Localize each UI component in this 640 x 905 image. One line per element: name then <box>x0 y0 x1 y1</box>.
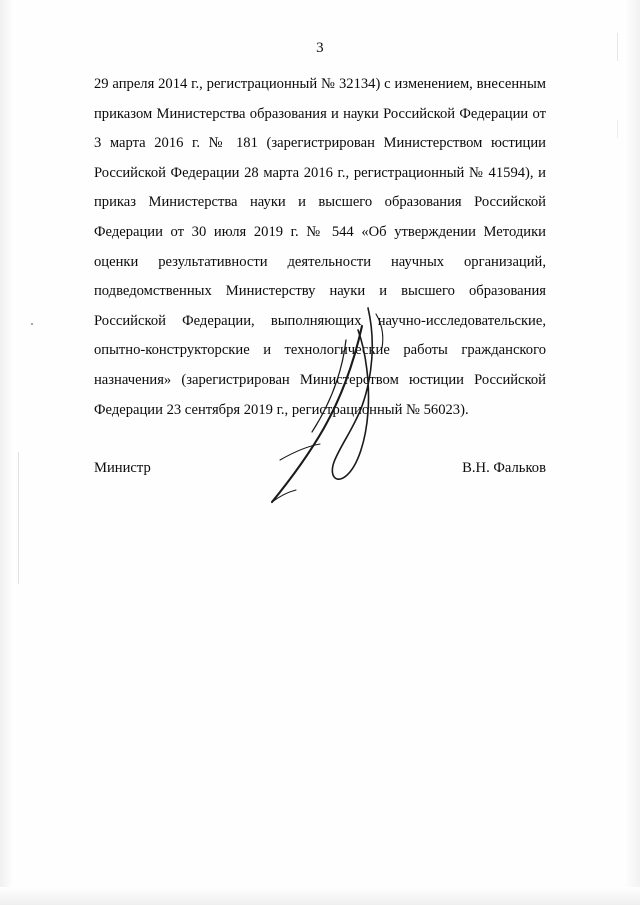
signatory-name: В.Н. Фальков <box>462 460 546 476</box>
scan-artifact-dot <box>31 323 33 325</box>
scan-edge-right <box>624 0 640 905</box>
body-text <box>94 70 546 425</box>
scan-artifact-line <box>18 452 19 584</box>
scan-edge-bottom <box>0 887 640 905</box>
body-paragraph: 29 апреля 2014 г., регистрационный № 32134) с изменением, внесенным приказом Министерства образования и науки Российской Федерации от 3 марта 2016 г. № 181 (зарегистрирован Министерством юстиции Российской Федерации 28 марта 2016 г., регистрационный № 41594), и приказ Министерства науки и высшего образования Российской Федерации от 30 июля 2019 г. № 544 «Об утверждении Методики оценки результативности деятельности научных организаций, подведомственных Министерству науки и высшего образования Российской Федерации, выполняющих научно-исследовательские, опытно-конструкторские и технологические работы гражданского назначения» (зарегистрирован Министерством юстиции Российской Федерации 23 сентября 2019 г., регистрационный № 56023). <box>94 76 546 418</box>
signatory-role: Министр <box>94 460 151 476</box>
scan-edge-left <box>0 0 14 905</box>
signature-block <box>94 460 546 477</box>
page-number: 3 <box>316 40 324 56</box>
scan-artifact-line <box>617 120 618 138</box>
